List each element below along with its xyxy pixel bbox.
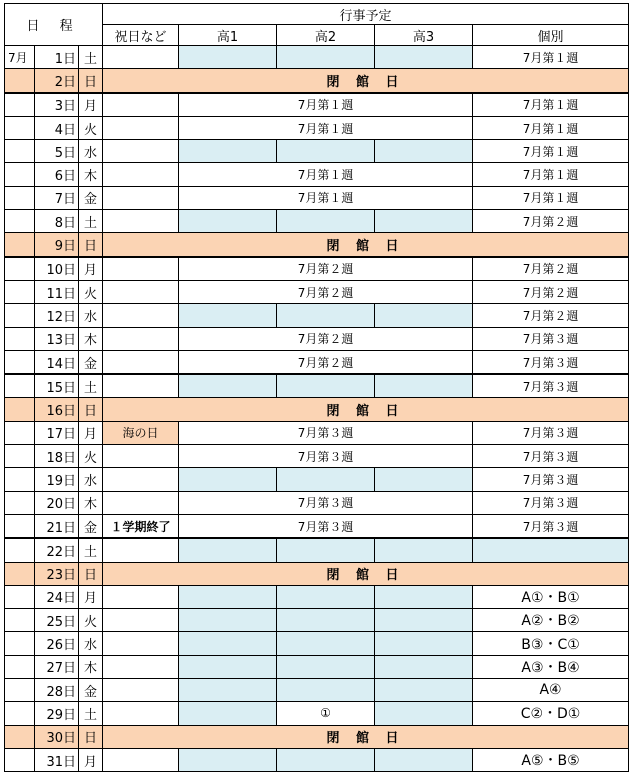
weekday-cell: 日 — [79, 725, 103, 748]
table-row — [5, 655, 629, 678]
grade1-cell — [179, 46, 277, 69]
table-row — [5, 725, 629, 748]
weekday-cell: 日 — [79, 562, 103, 585]
weekday-cell: 月 — [79, 257, 103, 281]
day-cell: 10日 — [35, 257, 79, 281]
table-row — [5, 327, 629, 350]
individual-cell: A⑤・B⑤ — [473, 748, 629, 771]
month-cell — [5, 163, 35, 186]
day-cell: 8日 — [35, 210, 79, 233]
weekday-cell: 日 — [79, 233, 103, 257]
holiday-cell — [103, 46, 179, 69]
grade2-cell — [277, 748, 375, 771]
weekday-cell: 木 — [79, 163, 103, 186]
weekday-cell: 土 — [79, 702, 103, 725]
grade-events-cell: 7月第２週 — [179, 327, 473, 350]
individual-cell: 7月第３週 — [473, 350, 629, 374]
table-row — [5, 562, 629, 585]
day-cell: 25日 — [35, 609, 79, 632]
day-cell: 17日 — [35, 421, 79, 444]
weekday-cell: 水 — [79, 632, 103, 655]
grade2-cell — [277, 632, 375, 655]
individual-cell: 7月第１週 — [473, 140, 629, 163]
grade2-cell — [277, 679, 375, 702]
individual-cell: A④ — [473, 679, 629, 702]
grade-events-cell: 7月第１週 — [179, 93, 473, 117]
table-row — [5, 116, 629, 139]
grade-events-cell: 7月第２週 — [179, 257, 473, 281]
month-cell — [5, 562, 35, 585]
day-cell: 11日 — [35, 280, 79, 303]
grade-events-cell: 7月第３週 — [179, 514, 473, 538]
month-cell — [5, 632, 35, 655]
table-row — [5, 514, 629, 538]
month-cell — [5, 655, 35, 678]
month-cell — [5, 327, 35, 350]
day-cell: 23日 — [35, 562, 79, 585]
table-row — [5, 398, 629, 421]
grade2-header: 高2 — [277, 25, 375, 46]
holiday-cell — [103, 491, 179, 514]
table-row — [5, 421, 629, 444]
grade1-cell — [179, 679, 277, 702]
month-cell — [5, 93, 35, 117]
month-cell — [5, 725, 35, 748]
table-row — [5, 69, 629, 93]
day-cell: 15日 — [35, 374, 79, 398]
grade2-cell — [277, 655, 375, 678]
weekday-cell: 火 — [79, 445, 103, 468]
table-row — [5, 46, 629, 69]
individual-cell: 7月第２週 — [473, 210, 629, 233]
day-cell: 28日 — [35, 679, 79, 702]
day-cell: 2日 — [35, 69, 79, 93]
grade3-cell — [375, 468, 473, 491]
table-row — [5, 140, 629, 163]
events-header: 行事予定 — [103, 4, 629, 25]
holiday-cell — [103, 140, 179, 163]
table-row — [5, 257, 629, 281]
individual-cell: 7月第２週 — [473, 257, 629, 281]
closed-day-label: 閉 館 日 — [103, 562, 629, 585]
weekday-cell: 日 — [79, 69, 103, 93]
grade3-cell — [375, 304, 473, 327]
grade1-cell — [179, 304, 277, 327]
individual-cell: 7月第１週 — [473, 46, 629, 69]
month-cell — [5, 445, 35, 468]
grade3-cell — [375, 585, 473, 608]
schedule-table — [4, 3, 629, 772]
table-row — [5, 304, 629, 327]
holiday-cell — [103, 585, 179, 608]
grade2-cell — [277, 304, 375, 327]
holiday-cell — [103, 93, 179, 117]
grade1-cell — [179, 748, 277, 771]
month-cell — [5, 679, 35, 702]
holiday-cell — [103, 304, 179, 327]
individual-cell: 7月第２週 — [473, 280, 629, 303]
holiday-cell — [103, 374, 179, 398]
individual-cell: 7月第３週 — [473, 421, 629, 444]
grade2-cell — [277, 140, 375, 163]
month-cell — [5, 538, 35, 562]
holiday-cell — [103, 468, 179, 491]
holiday-cell — [103, 538, 179, 562]
individual-cell: 7月第１週 — [473, 93, 629, 117]
month-cell — [5, 233, 35, 257]
table-row — [5, 163, 629, 186]
holiday-cell — [103, 655, 179, 678]
month-cell — [5, 280, 35, 303]
grade3-cell — [375, 702, 473, 725]
grade3-cell — [375, 210, 473, 233]
month-cell — [5, 374, 35, 398]
day-cell: 31日 — [35, 748, 79, 771]
holiday-cell — [103, 116, 179, 139]
month-cell — [5, 514, 35, 538]
weekday-cell: 金 — [79, 679, 103, 702]
table-row — [5, 280, 629, 303]
month-cell — [5, 140, 35, 163]
holiday-cell — [103, 327, 179, 350]
grade2-cell — [277, 468, 375, 491]
grade1-cell — [179, 538, 277, 562]
grade3-cell — [375, 679, 473, 702]
table-row — [5, 210, 629, 233]
weekday-cell: 火 — [79, 116, 103, 139]
grade2-cell — [277, 210, 375, 233]
month-cell — [5, 69, 35, 93]
weekday-cell: 土 — [79, 538, 103, 562]
holiday-cell — [103, 257, 179, 281]
month-cell — [5, 257, 35, 281]
weekday-cell: 月 — [79, 585, 103, 608]
individual-cell: 7月第３週 — [473, 468, 629, 491]
individual-cell — [473, 538, 629, 562]
day-cell: 12日 — [35, 304, 79, 327]
table-row — [5, 445, 629, 468]
holiday-cell — [103, 702, 179, 725]
table-row — [5, 538, 629, 562]
weekday-cell: 金 — [79, 514, 103, 538]
weekday-cell: 木 — [79, 491, 103, 514]
holiday-cell — [103, 445, 179, 468]
grade3-cell — [375, 632, 473, 655]
weekday-cell: 土 — [79, 374, 103, 398]
month-cell — [5, 421, 35, 444]
weekday-cell: 水 — [79, 304, 103, 327]
holiday-cell — [103, 280, 179, 303]
day-cell: 30日 — [35, 725, 79, 748]
weekday-cell: 月 — [79, 93, 103, 117]
day-cell: 4日 — [35, 116, 79, 139]
day-cell: 19日 — [35, 468, 79, 491]
holiday-cell — [103, 163, 179, 186]
grade3-cell — [375, 538, 473, 562]
table-row — [5, 93, 629, 117]
holiday-cell: １学期終了 — [103, 514, 179, 538]
closed-day-label: 閉 館 日 — [103, 233, 629, 257]
day-cell: 24日 — [35, 585, 79, 608]
grade1-cell — [179, 210, 277, 233]
grade2-cell — [277, 374, 375, 398]
weekday-cell: 金 — [79, 186, 103, 209]
day-cell: 26日 — [35, 632, 79, 655]
weekday-cell: 木 — [79, 327, 103, 350]
day-cell: 22日 — [35, 538, 79, 562]
holiday-cell — [103, 609, 179, 632]
grade-events-cell: 7月第２週 — [179, 350, 473, 374]
holiday-cell — [103, 748, 179, 771]
individual-cell: 7月第１週 — [473, 116, 629, 139]
holiday-cell — [103, 350, 179, 374]
grade1-cell — [179, 140, 277, 163]
grade1-cell — [179, 655, 277, 678]
grade-events-cell: 7月第３週 — [179, 491, 473, 514]
day-cell: 3日 — [35, 93, 79, 117]
grade-events-cell: 7月第２週 — [179, 280, 473, 303]
day-cell: 29日 — [35, 702, 79, 725]
grade-events-cell: 7月第１週 — [179, 163, 473, 186]
grade3-cell — [375, 655, 473, 678]
month-cell — [5, 748, 35, 771]
holiday-cell — [103, 186, 179, 209]
grade3-cell — [375, 609, 473, 632]
schedule-header: 日 程 — [5, 4, 103, 46]
day-cell: 1日 — [35, 46, 79, 69]
day-cell: 6日 — [35, 163, 79, 186]
weekday-cell: 水 — [79, 468, 103, 491]
month-cell — [5, 116, 35, 139]
grade1-cell — [179, 702, 277, 725]
grade2-cell — [277, 46, 375, 69]
grade1-cell — [179, 632, 277, 655]
month-cell — [5, 491, 35, 514]
grade1-cell — [179, 585, 277, 608]
table-row — [5, 632, 629, 655]
holiday-cell — [103, 632, 179, 655]
individual-cell: 7月第１週 — [473, 186, 629, 209]
table-row — [5, 679, 629, 702]
weekday-cell: 水 — [79, 140, 103, 163]
month-cell — [5, 702, 35, 725]
month-cell — [5, 468, 35, 491]
grade-events-cell: 7月第３週 — [179, 445, 473, 468]
individual-header: 個別 — [473, 25, 629, 46]
grade1-header: 高1 — [179, 25, 277, 46]
table-row — [5, 186, 629, 209]
weekday-cell: 木 — [79, 655, 103, 678]
individual-cell: 7月第３週 — [473, 491, 629, 514]
grade3-cell — [375, 140, 473, 163]
table-row — [5, 702, 629, 725]
table-row — [5, 350, 629, 374]
day-cell: 5日 — [35, 140, 79, 163]
day-cell: 9日 — [35, 233, 79, 257]
grade3-cell — [375, 374, 473, 398]
table-row — [5, 585, 629, 608]
month-cell — [5, 210, 35, 233]
individual-cell: A②・B② — [473, 609, 629, 632]
grade2-cell — [277, 538, 375, 562]
individual-cell: C②・D① — [473, 702, 629, 725]
day-cell: 21日 — [35, 514, 79, 538]
individual-cell: 7月第２週 — [473, 304, 629, 327]
weekday-cell: 土 — [79, 210, 103, 233]
weekday-cell: 火 — [79, 609, 103, 632]
grade2-cell — [277, 585, 375, 608]
month-cell — [5, 350, 35, 374]
weekday-cell: 火 — [79, 280, 103, 303]
individual-cell: A③・B④ — [473, 655, 629, 678]
weekday-cell: 土 — [79, 46, 103, 69]
individual-cell: 7月第３週 — [473, 374, 629, 398]
day-cell: 20日 — [35, 491, 79, 514]
weekday-cell: 月 — [79, 748, 103, 771]
grade3-cell — [375, 46, 473, 69]
table-row — [5, 233, 629, 257]
closed-day-label: 閉 館 日 — [103, 69, 629, 93]
table-row — [5, 374, 629, 398]
grade3-header: 高3 — [375, 25, 473, 46]
individual-cell: 7月第３週 — [473, 514, 629, 538]
holiday-cell — [103, 679, 179, 702]
table-row — [5, 748, 629, 771]
closed-day-label: 閉 館 日 — [103, 725, 629, 748]
day-cell: 18日 — [35, 445, 79, 468]
grade1-cell — [179, 374, 277, 398]
table-row — [5, 609, 629, 632]
individual-cell: 7月第１週 — [473, 163, 629, 186]
table-row — [5, 468, 629, 491]
grade3-cell — [375, 748, 473, 771]
table-row — [5, 491, 629, 514]
month-cell — [5, 398, 35, 421]
day-cell: 13日 — [35, 327, 79, 350]
grade-events-cell: 7月第３週 — [179, 421, 473, 444]
month-cell: 7月 — [5, 46, 35, 69]
individual-cell: B③・C① — [473, 632, 629, 655]
day-cell: 16日 — [35, 398, 79, 421]
month-cell — [5, 304, 35, 327]
month-cell — [5, 186, 35, 209]
month-cell — [5, 585, 35, 608]
closed-day-label: 閉 館 日 — [103, 398, 629, 421]
day-cell: 27日 — [35, 655, 79, 678]
individual-cell: A①・B① — [473, 585, 629, 608]
weekday-cell: 月 — [79, 421, 103, 444]
individual-cell: 7月第３週 — [473, 445, 629, 468]
weekday-cell: 日 — [79, 398, 103, 421]
individual-cell: 7月第３週 — [473, 327, 629, 350]
day-cell: 14日 — [35, 350, 79, 374]
holiday-cell — [103, 210, 179, 233]
holiday-cell: 海の日 — [103, 421, 179, 444]
grade1-cell — [179, 609, 277, 632]
grade-events-cell: 7月第１週 — [179, 116, 473, 139]
day-cell: 7日 — [35, 186, 79, 209]
holiday-header: 祝日など — [103, 25, 179, 46]
grade-events-cell: 7月第１週 — [179, 186, 473, 209]
month-cell — [5, 609, 35, 632]
grade2-cell: ① — [277, 702, 375, 725]
weekday-cell: 金 — [79, 350, 103, 374]
grade2-cell — [277, 609, 375, 632]
grade1-cell — [179, 468, 277, 491]
